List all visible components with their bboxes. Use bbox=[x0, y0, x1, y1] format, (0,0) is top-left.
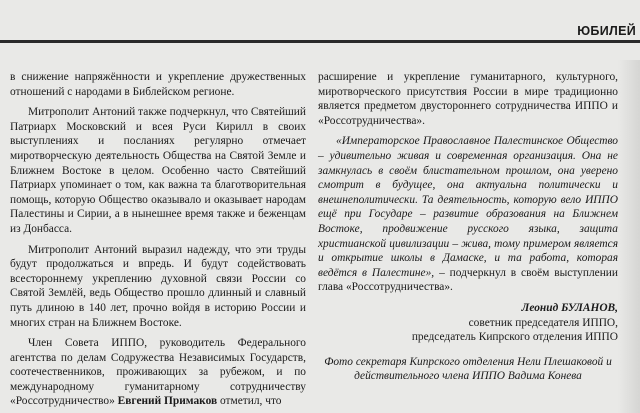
left-paragraph-1: в снижение напряжённости и укрепление дружественных отношений с народами в Библейском регионе. bbox=[10, 71, 306, 98]
signature-block bbox=[318, 301, 618, 345]
person-name-primakov: Евгений Примаков bbox=[117, 395, 218, 408]
signature-role-1: советник председателя ИППО, bbox=[468, 316, 618, 329]
p4-end: отметил, что bbox=[220, 395, 282, 408]
signature-name: Леонид БУЛАНОВ, bbox=[521, 301, 618, 314]
p4-start: Член Совета ИППО, руководитель Федерального агентства по делам Содружества Независимых Государств, соотечественников, проживающих за рубежом, и по международному гуманитарному сотрудничеству «Россотрудничество» bbox=[10, 337, 306, 408]
left-paragraph-4 bbox=[10, 336, 306, 409]
left-column bbox=[10, 70, 306, 409]
left-paragraph-3: Митрополит Антоний выразил надежду, что эти труды будут продолжаться и впредь. И будут содействовать всестороннему укреплению духовной связи России со Святой Землёй, ведь Общество прошло длинный и славный путь длиною в 140 лет, прочно войдя в историю России и многих стран на Ближнем Востоке. bbox=[10, 243, 306, 329]
quote-text: «Императорское Православное Палестинское Общество – удивительно живая и современная организация. Она не замкнулась в своём блистательном прошлом, она уверено смотрит в будущее, она актуальна политически и внешнеполитически. Та деятельность, которую вело ИППО ещё при Государе – развитие образования на Ближнем Востоке, продвижение русского языка, защита христианской цивилизации – жива, тому примером является и открытие школы в Дамаске, и та работа, которая ведётся в Палестине», bbox=[318, 135, 618, 279]
signature-role-2: председатель Кипрского отделения ИППО bbox=[411, 331, 618, 344]
right-paragraph-1: расширение и укрепление гуманитарного, культурного, миротворческого присутствия России в мире традиционно является предметом двустороннего сотрудничества ИППО и «Россотрудничества». bbox=[318, 71, 618, 127]
photo-caption: Фото секретаря Кипрского отделения Нели Плешаковой и действительного члена ИППО Вадима Конева bbox=[324, 355, 612, 382]
page-edge-shadow bbox=[618, 60, 640, 413]
left-paragraph-2: Митрополит Антоний также подчеркнул, что Святейший Патриарх Московский и всея Руси Кирилл в своих выступлениях и посланиях регулярно отмечает миротворческую деятельность Общества на Святой Земле и Ближнем Востоке в целом. Особенно часто Святейший Патриарх упоминает о том, как важна та благотворительная помощь, которую Общество оказывало и оказывает народам Палестины и Сирии, а в нынешнее время также и беженцам из Донбасса. bbox=[10, 106, 306, 235]
quote-paragraph bbox=[318, 134, 618, 295]
quote-tail: – подчеркнул в своём выступлении глава «Россотрудничества». bbox=[318, 266, 618, 294]
header-rule bbox=[0, 40, 640, 43]
right-column bbox=[318, 70, 618, 383]
section-label: ЮБИЛЕЙ bbox=[577, 24, 636, 38]
